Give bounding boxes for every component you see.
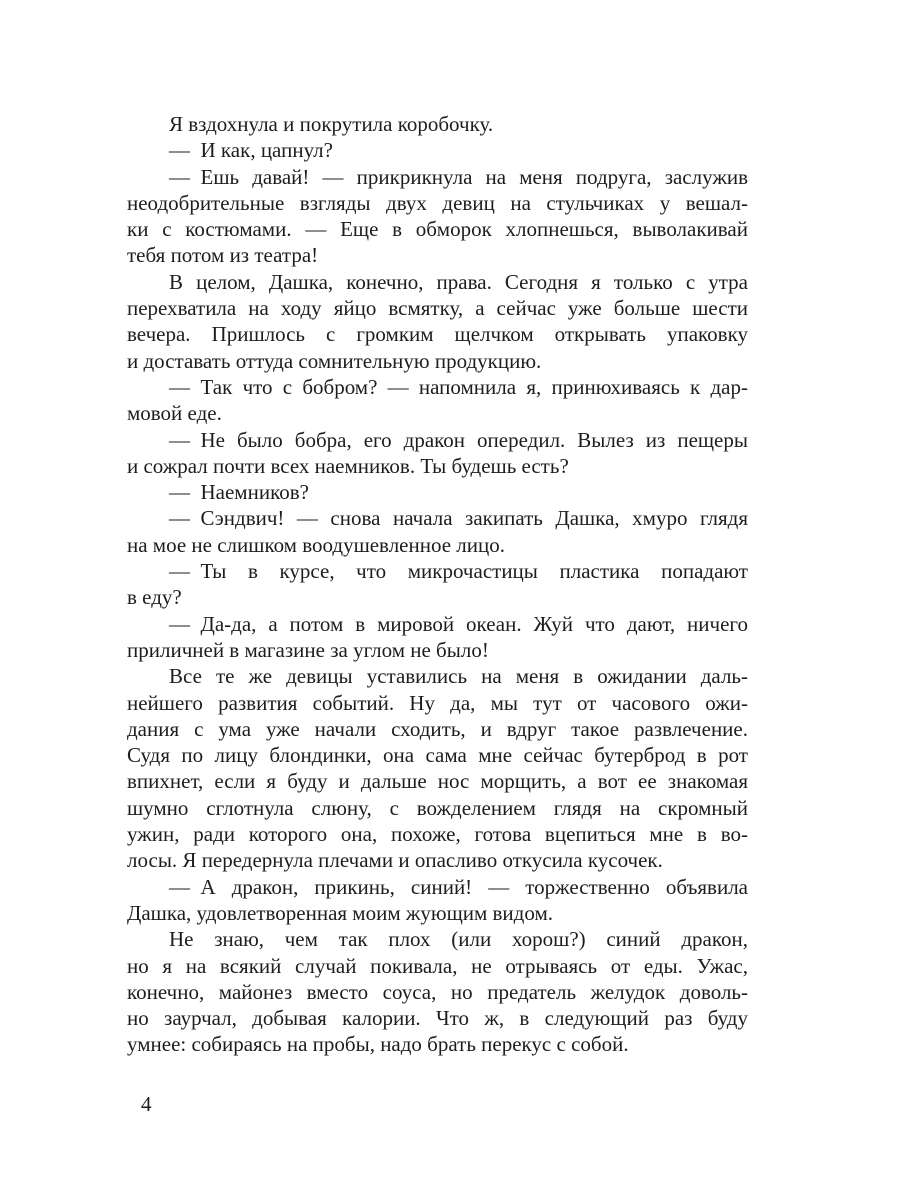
- text-line: шумно сглотнула слюну, с вожделением глядя на скромный: [127, 795, 748, 820]
- text-line: дания с ума уже начали сходить, и вдруг такое развлечение.: [127, 716, 748, 741]
- paragraph: [127, 611, 748, 664]
- text-block: [127, 111, 748, 1058]
- text-line: — Не было бобра, его дракон опередил. Вылез из пещеры: [169, 427, 748, 452]
- paragraph: [127, 137, 748, 163]
- text-line: приличней в магазине за углом не было!: [127, 637, 489, 662]
- paragraph: [127, 374, 748, 427]
- paragraph: [127, 926, 748, 1057]
- text-line: — И как, цапнул?: [169, 138, 333, 163]
- text-line: на мое не слишком воодушевленное лицо.: [127, 532, 506, 557]
- text-line: — Ты в курсе, что микрочастицы пластика попадают: [169, 559, 748, 584]
- text-line: но заурчал, добывая калории. Что ж, в следующий раз буду: [127, 1006, 748, 1031]
- text-line: В целом, Дашка, конечно, права. Сегодня я только с утра: [169, 269, 748, 294]
- paragraph: [127, 505, 748, 558]
- paragraph: [127, 164, 748, 269]
- text-line: конечно, майонез вместо соуса, но предатель желудок доволь-: [127, 979, 748, 1004]
- text-line: нейшего развития событий. Ну да, мы тут от часового ожи-: [127, 690, 748, 715]
- text-line: лосы. Я передернула плечами и опасливо откусила кусочек.: [127, 848, 663, 873]
- text-line: перехватила на ходу яйцо всмятку, а сейчас уже больше шести: [127, 296, 748, 321]
- text-line: умнее: собираясь на пробы, надо брать перекус с собой.: [127, 1032, 629, 1057]
- paragraph: [127, 427, 748, 480]
- text-line: — Ешь давай! — прикрикнула на меня подруга, заслужив: [169, 164, 748, 189]
- paragraph: [127, 269, 748, 374]
- text-line: впихнет, если я буду и дальше нос морщить, а вот ее знакомая: [127, 769, 748, 794]
- text-line: Судя по лицу блондинки, она сама мне сейчас бутерброд в рот: [127, 743, 748, 768]
- text-line: в еду?: [127, 585, 182, 610]
- text-line: но я на всякий случай покивала, не отрываясь от еды. Ужас,: [127, 953, 748, 978]
- text-line: Я вздохнула и покрутила коробочку.: [169, 112, 494, 136]
- text-line: мовой еде.: [127, 401, 222, 426]
- page-number: 4: [141, 1092, 152, 1116]
- text-line: тебя потом из театра!: [127, 243, 319, 268]
- text-line: ки с костюмами. — Еще в обморок хлопнешься, выволакивай: [127, 217, 748, 242]
- text-line: и доставать оттуда сомнительную продукцию.: [127, 348, 542, 373]
- paragraph: [127, 663, 748, 873]
- paragraph: [127, 874, 748, 927]
- text-line: — Так что с бобром? — напомнила я, принюхиваясь к дар-: [169, 374, 748, 399]
- paragraph: [127, 558, 748, 611]
- text-line: неодобрительные взгляды двух девиц на стульчиках у вешал-: [127, 190, 748, 215]
- text-line: Дашка, удовлетворенная моим жующим видом.: [127, 900, 553, 925]
- text-line: и сожрал почти всех наемников. Ты будешь есть?: [127, 453, 569, 478]
- text-line: — Сэндвич! — снова начала закипать Дашка, хмуро глядя: [169, 506, 748, 531]
- text-line: ужин, ради которого она, похоже, готова вцепиться мне в во-: [127, 822, 748, 847]
- paragraph: [127, 111, 748, 137]
- paragraph: [127, 479, 748, 505]
- text-line: — А дракон, прикинь, синий! — торжественно объявила: [169, 874, 748, 899]
- text-line: Все те же девицы уставились на меня в ожидании даль-: [169, 664, 748, 689]
- text-line: вечера. Пришлось с громким щелчком открывать упаковку: [127, 322, 748, 347]
- text-line: Не знаю, чем так плох (или хорош?) синий дракон,: [169, 927, 748, 952]
- text-line: — Наемников?: [169, 480, 309, 505]
- text-line: — Да-да, а потом в мировой океан. Жуй что дают, ничего: [169, 611, 748, 636]
